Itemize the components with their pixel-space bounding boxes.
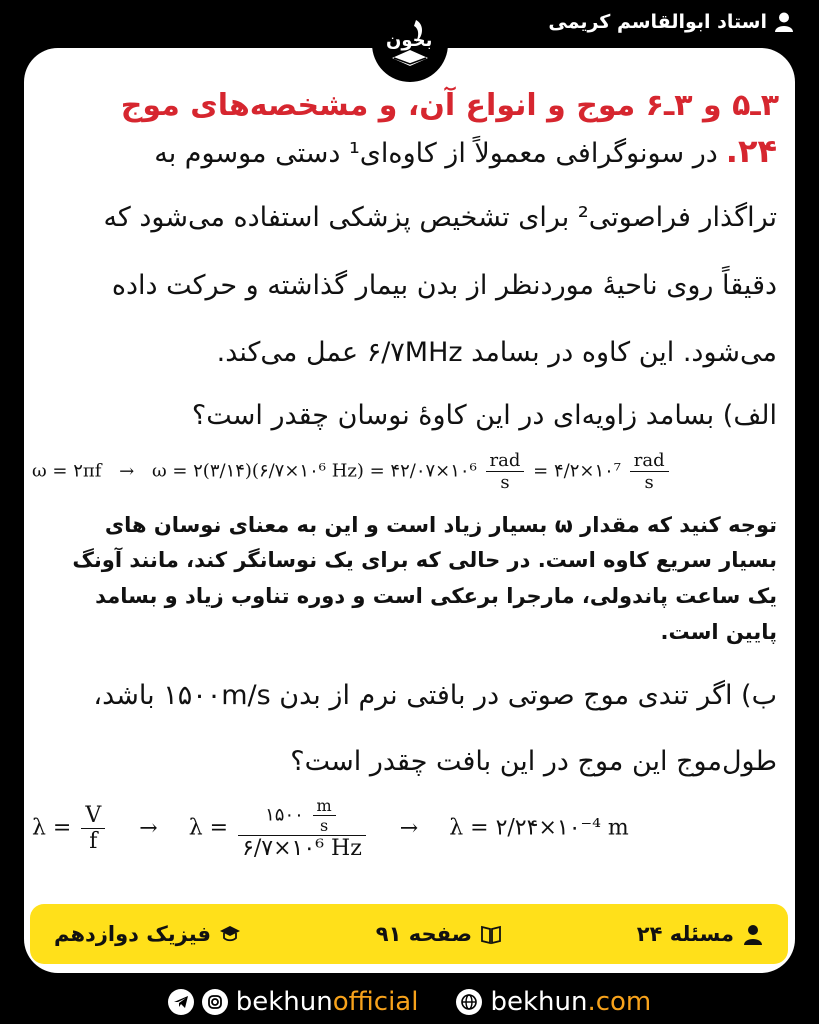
equation-lambda: λ = $\frac{V}{f}$ → λ = ۱۵۰۰ $\frac{m}{s}$ ۶/۷×۱۰⁶ Hz → λ = ۲/۲۴×۱۰⁻⁴ m [32, 796, 629, 861]
unit-fraction: $\frac{\text{rad}}{s}$ [486, 450, 525, 493]
page-ref: صفحه ۹۱ [376, 922, 502, 946]
teacher-credit [548, 11, 793, 33]
instagram-icon[interactable] [202, 989, 228, 1015]
book-icon [480, 923, 502, 945]
note-line-1: توجه کنید که مقدار ω بسیار زیاد است و این به معنای نوسان های [104, 513, 777, 537]
part-b-line-2: طول‌موج این موج در این بافت چقدر است؟ [290, 746, 777, 777]
teacher-name: استاد ابوالقاسم کریمی [548, 11, 767, 33]
logo-text: بخون [386, 30, 433, 51]
unit-fraction-2: $\frac{\text{rad}}{s}$ [630, 450, 669, 493]
speed-over-frequency: ۱۵۰۰ $\frac{m}{s}$ ۶/۷×۱۰⁶ Hz [238, 796, 366, 861]
bottom-bar [0, 980, 819, 1024]
person-icon [775, 12, 793, 32]
social-handle[interactable]: bekhunofficial [168, 987, 419, 1017]
note-line-3: یک ساعت پاندولی، مارجرا برعکی است و دوره تناوب زیاد و بسامد [95, 584, 777, 608]
problem-number: ۲۴. [725, 132, 777, 170]
section-title: ۳ـ۵ و ۳ـ۶ موج و انواع آن، و مشخصه‌های موج [120, 88, 779, 123]
part-a-question: الف) بسامد زاویه‌ای در این کاوهٔ نوسان چقدر است؟ [191, 400, 777, 431]
content-card [24, 48, 795, 973]
telegram-icon[interactable] [168, 989, 194, 1015]
part-b-line-1: ب) اگر تندی موج صوتی در بافتی نرم از بدن ۱۵۰۰m/s باشد، [93, 680, 777, 711]
problem-line-1: ۲۴.در سونوگرافی معمولاً از کاوه‌ای¹ دستی موسوم به [154, 132, 777, 170]
graduation-cap-icon [219, 923, 241, 945]
bekhun-logo [372, 6, 448, 82]
globe-icon [456, 989, 482, 1015]
source-strip [30, 904, 788, 964]
problem-line-4: می‌شود. این کاوه در بسامد ۶/۷MHz عمل می‌کند. [216, 337, 777, 368]
problem-ref: مسئله ۲۴ [637, 922, 764, 946]
website-link[interactable]: bekhun.com [456, 987, 651, 1017]
student-icon [742, 923, 764, 945]
v-over-f: $\frac{V}{f}$ [81, 803, 105, 854]
book-ref: فیزیک دوازدهم [54, 922, 241, 946]
problem-line-2: تراگذار فراصوتی² برای تشخیص پزشکی استفاده می‌شود که [103, 202, 777, 233]
note-line-4: پایین است. [660, 620, 777, 644]
note-line-2: بسیار سریع کاوه است. در حالی که برای یک نوسانگر کند، مانند آونگ [72, 548, 777, 572]
problem-line-3: دقیقاً روی ناحیهٔ موردنظر از بدن بیمار گذاشته و حرکت داده [111, 270, 777, 301]
equation-omega: ω = ۲πf → ω = ۲(۳/۱۴)(۶/۷×۱۰⁶ Hz) = ۴۲/۰۷×۱۰⁶ $\frac{\text{rad}}{s}$ = ۴/۲×۱۰⁷ $\frac{\text{rad}}{s}$ [32, 450, 672, 493]
